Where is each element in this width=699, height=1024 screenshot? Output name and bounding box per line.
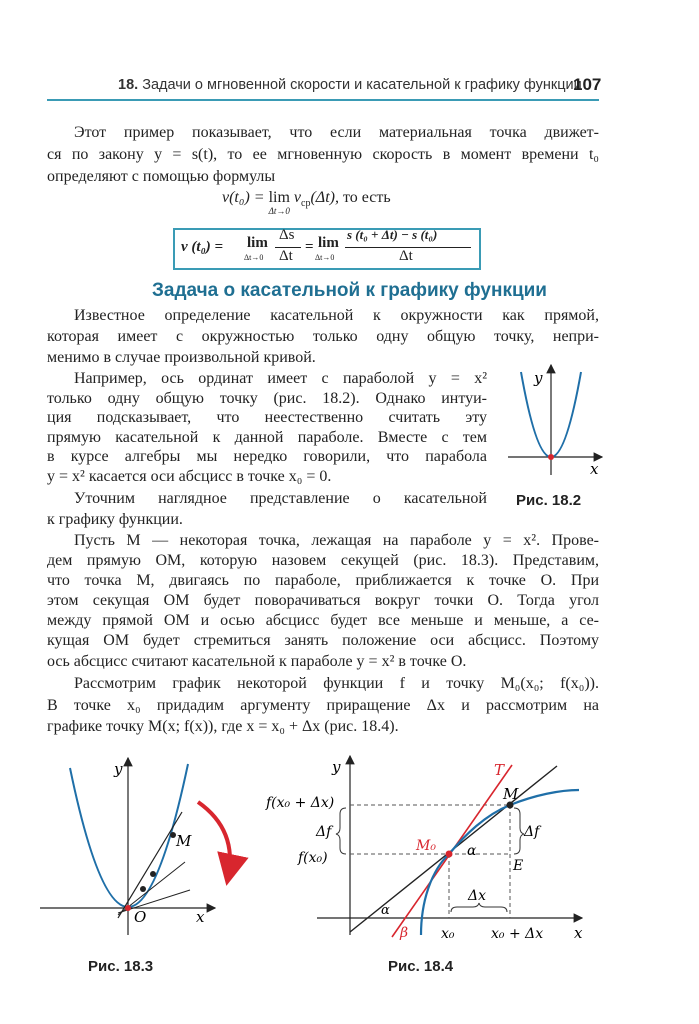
brace	[514, 808, 524, 854]
figure-18-2	[508, 365, 602, 478]
y-label: y	[534, 369, 543, 387]
text-line: к графику функции.	[47, 511, 183, 528]
delta-f-left: Δf	[316, 824, 332, 840]
formula-tail: то есть	[342, 189, 391, 206]
box-frac1-den: Δt	[279, 248, 293, 264]
y-label: y	[114, 760, 123, 778]
box-lim1-sub: Δt→0	[244, 253, 264, 262]
text-line: что точка M, двигаясь по параболе, приближается к точке O. При	[47, 572, 599, 590]
figure-18-3	[40, 758, 230, 935]
box-frac2-num: s (t₀ + Δt) − s (t₀)	[347, 227, 438, 242]
delta-x-label: Δx	[468, 888, 487, 904]
text-line: ось абсцисс считают касательной к параболе y = x² в точке O.	[47, 652, 467, 670]
point	[150, 871, 156, 877]
O-label: O	[134, 908, 147, 926]
beta-label: β	[400, 925, 409, 941]
lim-text: lim	[268, 189, 290, 206]
f-x0-label: f(x₀)	[298, 850, 328, 866]
y-label: y	[332, 758, 341, 776]
E-label: E	[513, 858, 524, 874]
M-label: M	[503, 785, 519, 803]
delta-f-right: Δf	[524, 824, 540, 840]
figure-caption-18-2: Рис. 18.2	[516, 492, 582, 509]
text-line: Известное определение касательной к окружности как прямой,	[74, 307, 599, 324]
brace	[336, 808, 346, 854]
text-line: определяют с помощью формулы	[47, 168, 276, 185]
formula-v: v	[289, 189, 302, 206]
point	[140, 886, 146, 892]
section-heading: Задача о касательной к графику функции	[152, 280, 547, 301]
text-line: Пусть M — некоторая точка, лежащая на параболе y = x². Прове-	[74, 532, 599, 549]
formula-arg: (Δt),	[310, 189, 343, 206]
x-label: x	[590, 460, 599, 478]
box-lim2-sub: Δt→0	[315, 253, 335, 262]
text-line: y = x² касается оси абсцисс в точке x₀ = 0.	[47, 467, 332, 485]
text-line: в курсе алгебры мы нередко говорили, что парабола	[47, 448, 487, 466]
figure-caption-18-4: Рис. 18.4	[388, 958, 454, 975]
f-x0-dx-label: f(x₀ + Δx)	[266, 795, 335, 811]
T-label: T	[494, 761, 505, 779]
figure-18-4	[265, 756, 583, 942]
text-line: ция подсказывает, что неестественно считать эту	[47, 409, 487, 427]
box-lim1: lim	[247, 235, 268, 251]
text-line: кущая OM будет стремиться занять положение оси абсцисс. Поэтому	[47, 632, 599, 650]
text-line: которая имеет с окружностью только одну общую точку, непри-	[47, 328, 599, 345]
text-line: Уточним наглядное представление о касательной	[74, 490, 487, 507]
alpha-label: α	[381, 903, 390, 918]
x-label: x	[574, 924, 583, 942]
box-frac1-num: Δs	[279, 227, 295, 243]
alpha-label: α	[467, 843, 477, 859]
box-eq: =	[305, 239, 314, 255]
text-line: Рассмотрим график некоторой функции f и точку M₀(x₀; f(x₀)).	[74, 675, 599, 692]
box-lhs: v (t₀) =	[181, 239, 224, 255]
figure-caption-18-3: Рис. 18.3	[88, 958, 154, 975]
M0-label: M₀	[416, 838, 436, 854]
text-line: В точке x₀ придадим аргументу приращение Δx и рассмотрим на	[47, 696, 599, 714]
x0-dx-label: x₀ + Δx	[491, 926, 544, 942]
x0-label: x₀	[441, 926, 455, 942]
box-lim2: lim	[318, 235, 339, 251]
text-line: только одну общую точку (рис. 18.2). Однако интуи-	[47, 389, 487, 407]
section-title: Задачи о мгновенной скорости и касательной к графику функции	[142, 77, 582, 93]
brace	[451, 903, 507, 912]
lim-sub: Δt→0	[268, 206, 290, 216]
text-line: дем прямую OM, которую назовем секущей (рис. 18.3). Представим,	[47, 552, 599, 570]
x-label: x	[196, 908, 205, 926]
page-number: 107	[573, 75, 602, 94]
text-line: этом секущая OM будет поворачиваться вокруг точки O. Тогда угол	[47, 592, 599, 610]
text-line: между прямой OM и осью абсцисс будет все меньше и меньше, а се-	[47, 612, 599, 630]
M-label: M	[176, 832, 192, 850]
formula-sub: ср	[301, 198, 311, 210]
section-number: 18.	[118, 77, 139, 93]
formula-lhs: v(t₀) =	[222, 189, 269, 206]
text-line: ся по закону y = s(t), то ее мгновенную скорость в момент времени t₀	[47, 146, 599, 163]
rotation-arrow	[198, 802, 230, 878]
box-frac2-den: Δt	[399, 248, 413, 264]
text-line: прямую касательной к данной параболе. Вместе с тем	[47, 428, 487, 446]
text-line: Например, ось ординат имеет с параболой y = x²	[74, 370, 487, 387]
point-M0	[446, 851, 453, 858]
vertex-point	[548, 454, 554, 460]
text-line: Этот пример показывает, что если материальная точка движет-	[74, 124, 599, 141]
text-line: графике точку M(x; f(x)), где x = x₀ + Δx (рис. 18.4).	[47, 718, 399, 735]
text-line: менимо в случае произвольной кривой.	[47, 349, 316, 366]
origin-point	[125, 905, 131, 911]
